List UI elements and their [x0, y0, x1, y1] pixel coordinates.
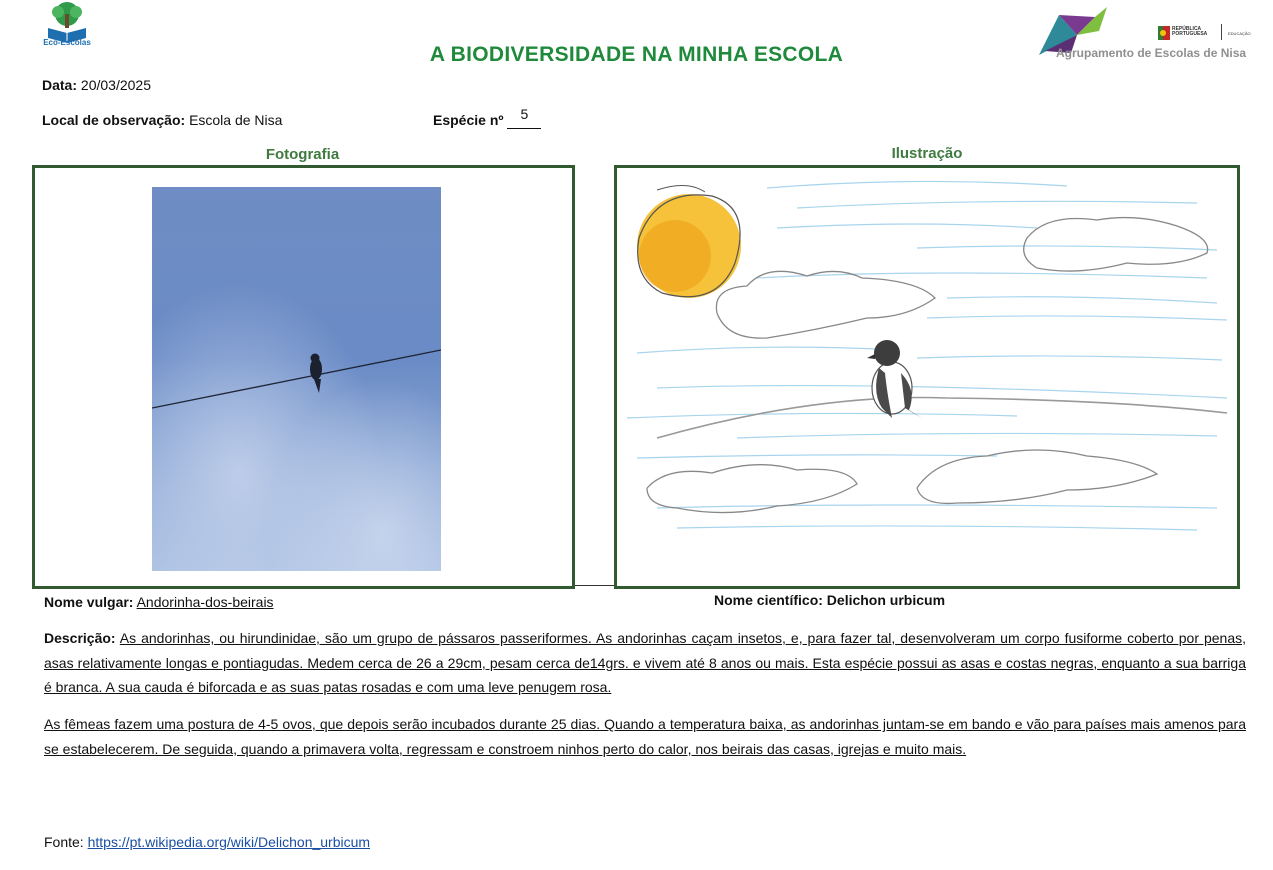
date-label: Data:: [42, 77, 78, 93]
description-text-1: As andorinhas, ou hirundinidae, são um grupo de pássaros passeriformes. As andorinhas caçam insetos, e, para fazer tal, desenvolveram um corpo fusiforme coberto por penas, asas relativamente longas e pontiagudas. Medem cerca de 26 a 29cm, pesam cerca de14grs. e vivem até 8 anos ou mais. Esta espécie possui as asas e costas negras, enquanto a sua barriga é branca. A sua cauda é biforcada e as suas patas rosadas e com uma leve penugem rosa.: [44, 630, 1247, 695]
child-illustration: [617, 168, 1237, 586]
location-field: [42, 112, 282, 128]
eco-escolas-label: Eco-Escolas: [43, 38, 91, 47]
swallow-drawing: [867, 340, 922, 418]
source-label: Fonte:: [44, 834, 84, 850]
description-paragraph-1: [44, 626, 1246, 700]
source-line: [44, 834, 370, 850]
description-label: Descrição:: [44, 630, 116, 646]
species-number-blank: [507, 106, 541, 129]
republica-emblem-icon: [1158, 26, 1170, 40]
description-text-2: As fêmeas fazem uma postura de 4-5 ovos, que depois serão incubados durante 25 dias. Quando a temperatura baixa, as andorinhas juntam-se em bando e vão para países mais amenos para se estabelecerem. De seguida, quando a primavera volta, regressam e constroem ninhos perto do calor, nos beirais das casas, igrejas e muito mais.: [44, 716, 1246, 757]
date-field: [42, 77, 151, 93]
common-name-label: Nome vulgar:: [44, 594, 134, 610]
common-name-field: [44, 594, 274, 610]
republica-line1: REPÚBLICA: [1172, 26, 1202, 32]
date-value: 20/03/2025: [80, 77, 151, 93]
logo-divider: [1221, 24, 1222, 40]
republica-line2: PORTUGUESA: [1172, 31, 1208, 37]
republica-text: [1172, 27, 1207, 37]
frame-connector-line: [575, 585, 614, 586]
description-paragraph-2: [44, 712, 1246, 761]
sun-drawing: [637, 185, 741, 298]
swallow-photo: [152, 187, 441, 571]
species-number-label: Espécie nº: [433, 112, 504, 128]
scientific-name: Nome científico: Delichon urbicum: [714, 592, 946, 608]
species-number-field: [433, 106, 541, 129]
location-label: Local de observação:: [42, 112, 186, 128]
photo-panel-title: Fotografia: [265, 146, 340, 163]
source-link[interactable]: https://pt.wikipedia.org/wiki/Delichon_urbicum: [87, 834, 371, 850]
species-number-value: 5: [520, 106, 529, 122]
common-name-value: Andorinha-dos-beirais: [136, 594, 274, 610]
illustration-panel-title: Ilustração: [891, 145, 963, 162]
page-title: A BIODIVERSIDADE NA MINHA ESCOLA: [429, 43, 844, 66]
location-value: Escola de Nisa: [189, 112, 283, 128]
agrupamento-label: Agrupamento de Escolas de Nisa: [1056, 46, 1247, 60]
educacao-text: EDUCAÇÃO: [1228, 31, 1251, 36]
wire-drawing: [657, 398, 1227, 439]
